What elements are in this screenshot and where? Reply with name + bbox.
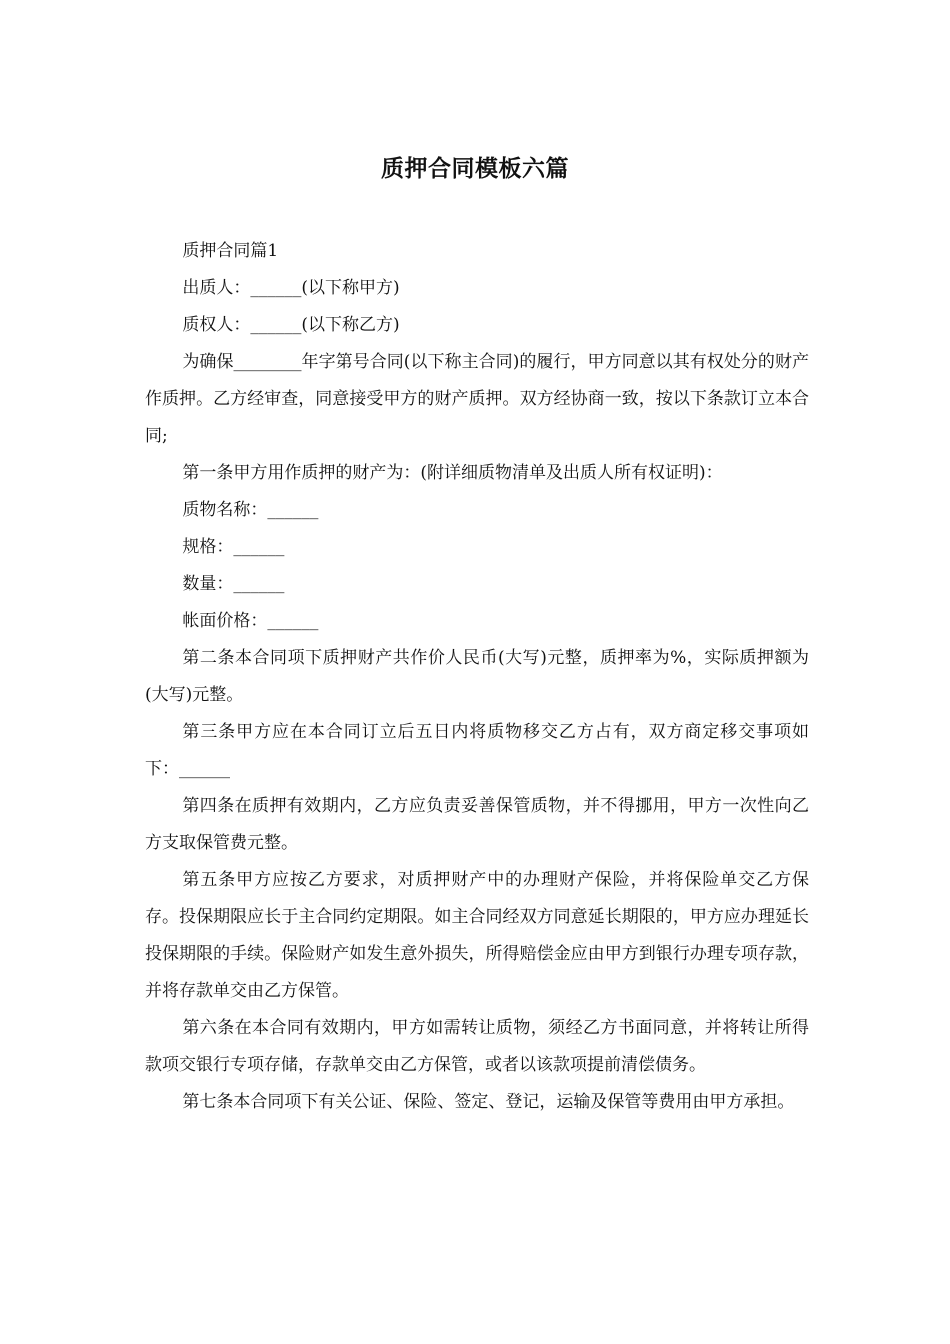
pledge-item-spec: 规格：______ — [182, 537, 285, 557]
pledge-item-quantity: 数量：______ — [182, 574, 285, 594]
article-4: 第四条在质押有效期内，乙方应负责妥善保管质物，并不得挪用，甲方一次性向乙方支取保管费元整。 — [145, 796, 809, 853]
article-1: 第一条甲方用作质押的财产为：(附详细质物清单及出质人所有权证明)： — [182, 463, 723, 483]
article-2: 第二条本合同项下质押财产共作价人民币(大写)元整，质押率为%，实际质押额为(大写)元整。 — [145, 648, 809, 705]
pledgor-line: 出质人：______(以下称甲方) — [182, 278, 400, 298]
document-body — [145, 233, 809, 1121]
pledge-item-book-value: 帐面价格：______ — [182, 611, 319, 631]
pledgee-line: 质权人：______(以下称乙方) — [182, 315, 400, 335]
article-6: 第六条在本合同有效期内，甲方如需转让质物，须经乙方书面同意，并将转让所得款项交银行专项存储，存款单交由乙方保管，或者以该款项提前清偿债务。 — [145, 1018, 809, 1075]
article-7: 第七条本合同项下有关公证、保险、签定、登记，运输及保管等费用由甲方承担。 — [182, 1092, 795, 1112]
article-3: 第三条甲方应在本合同订立后五日内将质物移交乙方占有，双方商定移交事项如下：______ — [145, 722, 809, 779]
document-title: 质押合同模板六篇 — [381, 155, 569, 182]
article-5: 第五条甲方应按乙方要求，对质押财产中的办理财产保险，并将保险单交乙方保存。投保期限应长于主合同约定期限。如主合同经双方同意延长期限的，甲方应办理延长投保期限的手续。保险财产如发生意外损失，所得赔偿金应由甲方到银行办理专项存款，并将存款单交由乙方保管。 — [145, 870, 809, 1001]
section-heading: 质押合同篇1 — [182, 241, 279, 261]
pledge-item-name: 质物名称：______ — [182, 500, 319, 520]
preamble-paragraph: 为确保________年字第号合同(以下称主合同)的履行，甲方同意以其有权处分的财产作质押。乙方经审查，同意接受甲方的财产质押。双方经协商一致，按以下条款订立本合同; — [145, 352, 809, 446]
